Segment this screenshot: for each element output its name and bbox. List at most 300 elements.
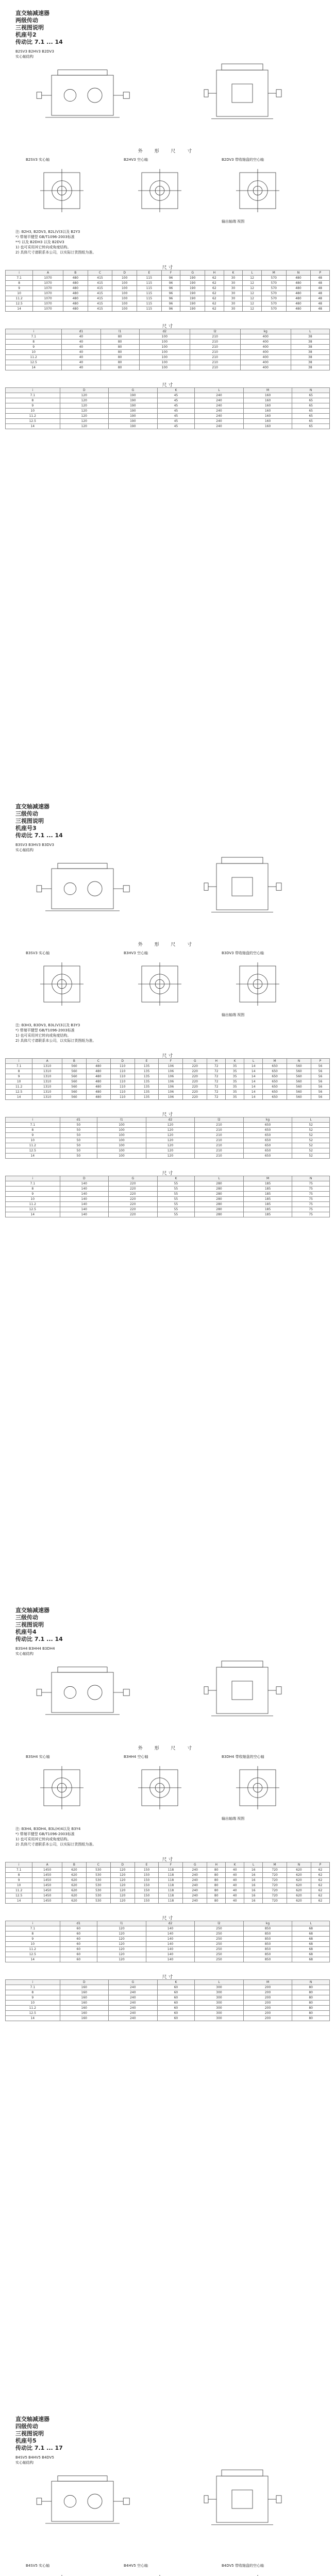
table-cell: 620: [62, 1888, 87, 1893]
table-cell: 118: [159, 1883, 183, 1888]
table-cell: 120: [146, 1143, 195, 1148]
table-cell: 240: [183, 1868, 207, 1873]
table-row: [6, 360, 330, 365]
table-cell: 250: [195, 1926, 244, 1931]
table-cell: 220: [183, 1064, 207, 1069]
dimension-table: [5, 1979, 330, 2021]
output-shaft: [123, 886, 129, 892]
table-cell: 200: [243, 2016, 292, 2021]
table-cell: 210: [195, 1138, 244, 1143]
column-header: D: [60, 388, 109, 393]
view-label: B3SH4 实心轴: [26, 1755, 50, 1759]
table-cell: 480: [63, 281, 88, 286]
table-cell: 220: [109, 1197, 158, 1202]
table-cell: 240: [109, 2016, 158, 2021]
table-cell: 55: [157, 1207, 195, 1212]
table-cell: 210: [195, 1128, 244, 1133]
table-cell: 35: [226, 1074, 244, 1079]
table-cell: 480: [63, 276, 88, 281]
shaft-end-view: [227, 2571, 289, 2576]
table-cell: 560: [287, 1064, 311, 1069]
column-header: N: [292, 1176, 330, 1181]
table-cell: 1310: [32, 1090, 62, 1095]
table-cell: 120: [60, 424, 109, 429]
table-cell: 160: [243, 419, 292, 424]
table-cell: 415: [88, 276, 112, 281]
table-cell: 38: [291, 355, 329, 360]
table-cell: 100: [112, 276, 137, 281]
table-row: [6, 1192, 330, 1197]
table-cell: 120: [60, 398, 109, 403]
column-header: L: [291, 329, 329, 334]
section-divider: 外 形 尺 寸: [138, 942, 197, 947]
table-cell: 185: [243, 1212, 292, 1217]
table-cell: 60: [157, 2001, 195, 2006]
table-cell: 620: [287, 1873, 311, 1878]
table-cell: 60: [60, 1937, 97, 1942]
table-cell: 12.5: [6, 1207, 60, 1212]
table-cell: 115: [137, 301, 162, 307]
table-cell: 210: [190, 340, 240, 345]
column-header: P: [311, 1862, 329, 1868]
table-cell: 120: [146, 1128, 195, 1133]
table-cell: 65: [292, 424, 330, 429]
column-header: N: [292, 388, 330, 393]
table-cell: 140: [146, 1942, 195, 1947]
table-cell: 190: [109, 398, 158, 403]
table-cell: 80: [100, 360, 139, 365]
input-shaft: [37, 92, 42, 98]
table-cell: 240: [195, 409, 244, 414]
table-cell: 250: [195, 1937, 244, 1942]
table-cell: 110: [110, 1095, 135, 1100]
table-cell: 240: [195, 424, 244, 429]
table-cell: 100: [97, 1143, 146, 1148]
table-row: [6, 2016, 330, 2021]
dimension-table: [5, 329, 330, 370]
table-cell: 56: [311, 1095, 329, 1100]
table-cell: 62: [311, 1883, 329, 1888]
table-cell: 1070: [33, 276, 63, 281]
table-cell: 45: [157, 409, 195, 414]
table-cell: 7.1: [6, 1985, 60, 1990]
table-cell: 100: [112, 291, 137, 296]
table-cell: 80: [100, 350, 139, 355]
product-section: [5, 1607, 330, 2401]
table-cell: 45: [157, 393, 195, 398]
shaft-end-view: [31, 165, 93, 216]
input-shaft: [37, 2498, 42, 2504]
table-cell: 1070: [33, 296, 63, 301]
table-cell: 650: [243, 1154, 292, 1159]
table-caption: 尺 寸: [162, 324, 173, 329]
table-cell: 60: [157, 2006, 195, 2011]
table-cell: 185: [243, 1181, 292, 1187]
table-cell: 55: [157, 1212, 195, 1217]
table-cell: 220: [183, 1084, 207, 1090]
table-cell: 570: [261, 296, 286, 301]
table-cell: 14: [6, 1957, 60, 1962]
table-cell: 55: [157, 1192, 195, 1197]
table-cell: 1450: [32, 1883, 62, 1888]
table-cell: 120: [60, 419, 109, 424]
table-cell: 30: [224, 276, 243, 281]
table-cell: 9: [6, 1192, 60, 1197]
table-cell: 60: [60, 1942, 97, 1947]
footnote: 注: B2H3, B2DV3, B2L(V)3以及 B2Y3: [15, 230, 80, 234]
table-cell: 530: [86, 1873, 110, 1878]
table-cell: 96: [161, 286, 180, 291]
section-title: 直交轴减速器: [15, 1607, 49, 1614]
table-cell: 150: [135, 1888, 159, 1893]
table-row: [6, 1995, 330, 2001]
column-header: B: [62, 1059, 87, 1064]
table-cell: 160: [243, 393, 292, 398]
table-cell: 14: [6, 2016, 60, 2021]
table-cell: 650: [263, 1095, 287, 1100]
table-cell: 120: [110, 1878, 135, 1883]
housing-outline: [216, 70, 268, 116]
column-header: i: [6, 1921, 60, 1926]
table-cell: 720: [263, 1888, 287, 1893]
table-cell: 8: [6, 1990, 60, 1995]
table-cell: 280: [195, 1212, 244, 1217]
table-cell: 210: [195, 1148, 244, 1154]
table-cell: 40: [62, 350, 100, 355]
table-cell: 75: [292, 1197, 330, 1202]
table-cell: 650: [263, 1064, 287, 1069]
output-shaft: [276, 90, 281, 97]
view-label: B3DV3 带收缩盘的空心轴: [222, 951, 264, 955]
table-cell: 96: [161, 301, 180, 307]
drawing-label: 实心轴结构: [15, 848, 34, 852]
table-cell: 62: [311, 1873, 329, 1878]
table-cell: 190: [109, 403, 158, 409]
table-cell: 250: [195, 1957, 244, 1962]
table-cell: 100: [139, 355, 190, 360]
table-cell: 62: [205, 276, 224, 281]
table-cell: 650: [263, 1079, 287, 1084]
table-row: [6, 276, 330, 281]
table-cell: 240: [183, 1873, 207, 1878]
table-cell: 62: [311, 1888, 329, 1893]
column-header: F: [161, 270, 180, 276]
table-cell: 10: [6, 1197, 60, 1202]
table-cell: 96: [161, 276, 180, 281]
table-cell: 62: [205, 286, 224, 291]
table-cell: 480: [86, 1079, 110, 1084]
table-cell: 210: [190, 355, 240, 360]
table-row: [6, 345, 330, 350]
footnote: *) 带端平键型 GB/T1096-2003标准: [15, 235, 75, 239]
table-cell: 160: [243, 424, 292, 429]
footnote: 2) 具体尺寸请联系本公司，以实际订货图纸为准。: [15, 1039, 96, 1043]
table-cell: 850: [243, 1957, 292, 1962]
view-label: B2SV3 实心轴: [26, 158, 50, 162]
table-cell: 14: [6, 1154, 60, 1159]
table-cell: 7.1: [6, 1181, 60, 1187]
housing-outline: [216, 2476, 268, 2522]
table-cell: 100: [139, 350, 190, 355]
table-cell: 10: [6, 1079, 32, 1084]
table-cell: 650: [243, 1128, 292, 1133]
table-cell: 14: [6, 1212, 60, 1217]
table-cell: 560: [287, 1090, 311, 1095]
table-cell: 80: [292, 2001, 330, 2006]
output-shaft: [123, 1689, 129, 1696]
table-cell: 11.2: [6, 1143, 60, 1148]
table-cell: 80: [292, 1985, 330, 1990]
table-cell: 80: [292, 1990, 330, 1995]
table-cell: 45: [157, 414, 195, 419]
table-header-row: [6, 1117, 330, 1123]
shaft-end-view: [129, 2571, 191, 2576]
table-cell: 120: [110, 1873, 135, 1878]
column-header: F: [159, 1862, 183, 1868]
table-caption: 尺 寸: [162, 1857, 173, 1862]
drawing-label: B3SH4 B3HH4 B3DH4: [15, 1647, 55, 1651]
column-header: B: [62, 1862, 87, 1868]
table-cell: 250: [195, 1947, 244, 1952]
table-cell: 106: [159, 1079, 183, 1084]
table-cell: 100: [97, 1133, 146, 1138]
table-cell: 115: [137, 281, 162, 286]
table-cell: 480: [286, 301, 311, 307]
table-cell: 250: [195, 1952, 244, 1957]
view-label: 输出轴端 视图: [222, 1817, 245, 1821]
table-cell: 30: [224, 291, 243, 296]
table-cell: 570: [261, 281, 286, 286]
view-label: 输出轴端 视图: [222, 219, 245, 224]
table-cell: 560: [62, 1074, 87, 1079]
table-cell: 300: [195, 2001, 244, 2006]
table-cell: 570: [261, 276, 286, 281]
housing-outline: [52, 869, 113, 909]
table-cell: 120: [97, 1957, 146, 1962]
table-row: [6, 1873, 330, 1878]
table-caption: 尺 寸: [162, 1112, 173, 1117]
housing-cover: [222, 857, 263, 863]
table-cell: 12.5: [6, 1090, 32, 1095]
table-header-row: [6, 1921, 330, 1926]
table-cell: 530: [86, 1878, 110, 1883]
table-cell: 850: [243, 1947, 292, 1952]
column-header: K: [157, 388, 195, 393]
table-cell: 68: [292, 1926, 330, 1931]
table-cell: 240: [109, 1985, 158, 1990]
table-cell: 190: [109, 419, 158, 424]
shaft-end-view: [129, 1762, 191, 1814]
table-cell: 190: [109, 393, 158, 398]
table-cell: 480: [63, 301, 88, 307]
table-caption: 尺 寸: [162, 1171, 173, 1176]
table-cell: 190: [180, 291, 205, 296]
column-header: D: [110, 1862, 135, 1868]
column-header: A: [33, 270, 63, 276]
table-cell: 415: [88, 281, 112, 286]
drawing-label: 实心轴结构: [15, 2461, 34, 2465]
table-cell: 75: [292, 1212, 330, 1217]
table-cell: 40: [226, 1873, 244, 1878]
table-cell: 72: [207, 1074, 226, 1079]
table-cell: 560: [287, 1079, 311, 1084]
table-cell: 100: [139, 360, 190, 365]
table-cell: 120: [60, 409, 109, 414]
table-header-row: [6, 1980, 330, 1985]
table-row: [6, 365, 330, 370]
table-cell: 530: [86, 1899, 110, 1904]
table-cell: 72: [207, 1084, 226, 1090]
table-row: [6, 1931, 330, 1937]
table-row: [6, 301, 330, 307]
table-cell: 115: [137, 276, 162, 281]
table-cell: 650: [263, 1069, 287, 1074]
table-cell: 280: [195, 1197, 244, 1202]
table-cell: 220: [109, 1202, 158, 1207]
column-header: l2: [195, 1117, 244, 1123]
table-cell: 110: [110, 1090, 135, 1095]
table-cell: 480: [86, 1090, 110, 1095]
column-header: H: [205, 270, 224, 276]
table-cell: 38: [291, 350, 329, 355]
table-cell: 80: [207, 1873, 226, 1878]
table-cell: 8: [6, 1873, 32, 1878]
view-label: B3HV3 空心轴: [124, 951, 148, 955]
table-cell: 38: [291, 340, 329, 345]
table-cell: 620: [62, 1893, 87, 1899]
table-cell: 14: [244, 1084, 263, 1090]
table-cell: 415: [88, 286, 112, 291]
column-header: A: [32, 1059, 62, 1064]
table-cell: 415: [88, 301, 112, 307]
table-cell: 160: [243, 409, 292, 414]
table-cell: 280: [195, 1207, 244, 1212]
table-cell: 62: [311, 1878, 329, 1883]
table-cell: 140: [146, 1937, 195, 1942]
table-row: [6, 1926, 330, 1931]
section-divider: 外 形 尺 寸: [138, 1746, 197, 1751]
table-cell: 240: [183, 1883, 207, 1888]
table-cell: 11.2: [6, 2006, 60, 2011]
table-cell: 110: [110, 1069, 135, 1074]
table-cell: 48: [311, 291, 330, 296]
table-cell: 140: [146, 1947, 195, 1952]
table-cell: 720: [263, 1899, 287, 1904]
column-header: N: [292, 1980, 330, 1985]
table-cell: 560: [287, 1084, 311, 1090]
table-cell: 570: [261, 291, 286, 296]
table-cell: 210: [190, 345, 240, 350]
view-label: B4SV5 实心轴: [26, 2564, 50, 2568]
table-cell: 30: [224, 307, 243, 312]
table-row: [6, 403, 330, 409]
table-cell: 12.5: [6, 1952, 60, 1957]
section-subtitle: 三视图说明: [15, 818, 44, 824]
table-row: [6, 398, 330, 403]
table-cell: 160: [60, 1985, 109, 1990]
bearing-circle: [64, 883, 76, 894]
table-cell: 115: [137, 307, 162, 312]
table-row: [6, 1084, 330, 1090]
table-cell: 16: [244, 1873, 263, 1878]
table-cell: 75: [292, 1187, 330, 1192]
table-cell: 650: [243, 1123, 292, 1128]
table-cell: 118: [159, 1899, 183, 1904]
table-cell: 240: [183, 1893, 207, 1899]
table-cell: 8: [6, 398, 60, 403]
table-cell: 7.1: [6, 276, 33, 281]
housing-outline: [52, 75, 113, 115]
table-cell: 80: [207, 1868, 226, 1873]
table-cell: 150: [135, 1868, 159, 1873]
column-header: F: [159, 1059, 183, 1064]
table-cell: 480: [86, 1069, 110, 1074]
table-cell: 1310: [32, 1069, 62, 1074]
footnote: 注: B3H4, B3DH4, B3L(H)4以及 B3Y4: [15, 1827, 81, 1831]
table-cell: 620: [287, 1893, 311, 1899]
table-cell: 210: [195, 1123, 244, 1128]
table-cell: 100: [139, 334, 190, 340]
table-row: [6, 1942, 330, 1947]
table-cell: 1450: [32, 1873, 62, 1878]
column-header: i: [6, 1862, 32, 1868]
table-cell: 135: [135, 1090, 159, 1095]
table-cell: 150: [135, 1878, 159, 1883]
table-cell: 65: [292, 419, 330, 424]
table-row: [6, 393, 330, 398]
footnote: *) 带端平键型 GB/T1096-2003标准: [15, 1028, 75, 1032]
section-subtitle: 三视图说明: [15, 1621, 44, 1628]
housing-outline: [52, 2481, 113, 2521]
table-cell: 150: [135, 1899, 159, 1904]
table-cell: 560: [287, 1069, 311, 1074]
table-cell: 220: [183, 1095, 207, 1100]
table-cell: 60: [157, 2016, 195, 2021]
section-subtitle: 三视图说明: [15, 2430, 44, 2437]
section-subtitle: 两级传动: [15, 17, 38, 24]
table-cell: 9: [6, 1074, 32, 1079]
drawing-label: B2SV3 B2HV3 B2DV3: [15, 49, 54, 54]
table-cell: 72: [207, 1069, 226, 1074]
table-cell: 40: [226, 1883, 244, 1888]
table-cell: 65: [292, 393, 330, 398]
table-row: [6, 414, 330, 419]
table-cell: 11.2: [6, 1888, 32, 1893]
table-cell: 120: [60, 393, 109, 398]
table-cell: 135: [135, 1069, 159, 1074]
table-cell: 480: [286, 286, 311, 291]
table-cell: 9: [6, 403, 60, 409]
table-cell: 30: [224, 296, 243, 301]
output-shaft: [276, 2496, 281, 2503]
table-cell: 11.2: [6, 355, 62, 360]
column-header: i: [6, 270, 33, 276]
table-cell: 106: [159, 1074, 183, 1079]
table-cell: 185: [243, 1202, 292, 1207]
table-row: [6, 1212, 330, 1217]
table-row: [6, 1957, 330, 1962]
table-cell: 720: [263, 1893, 287, 1899]
table-cell: 200: [243, 1990, 292, 1995]
table-row: [6, 1893, 330, 1899]
table-cell: 620: [62, 1899, 87, 1904]
input-shaft: [37, 886, 42, 892]
table-cell: 40: [62, 365, 100, 370]
table-cell: 38: [291, 360, 329, 365]
table-cell: 620: [62, 1883, 87, 1888]
table-cell: 530: [86, 1868, 110, 1873]
section-subtitle: 机座号2: [15, 31, 37, 38]
